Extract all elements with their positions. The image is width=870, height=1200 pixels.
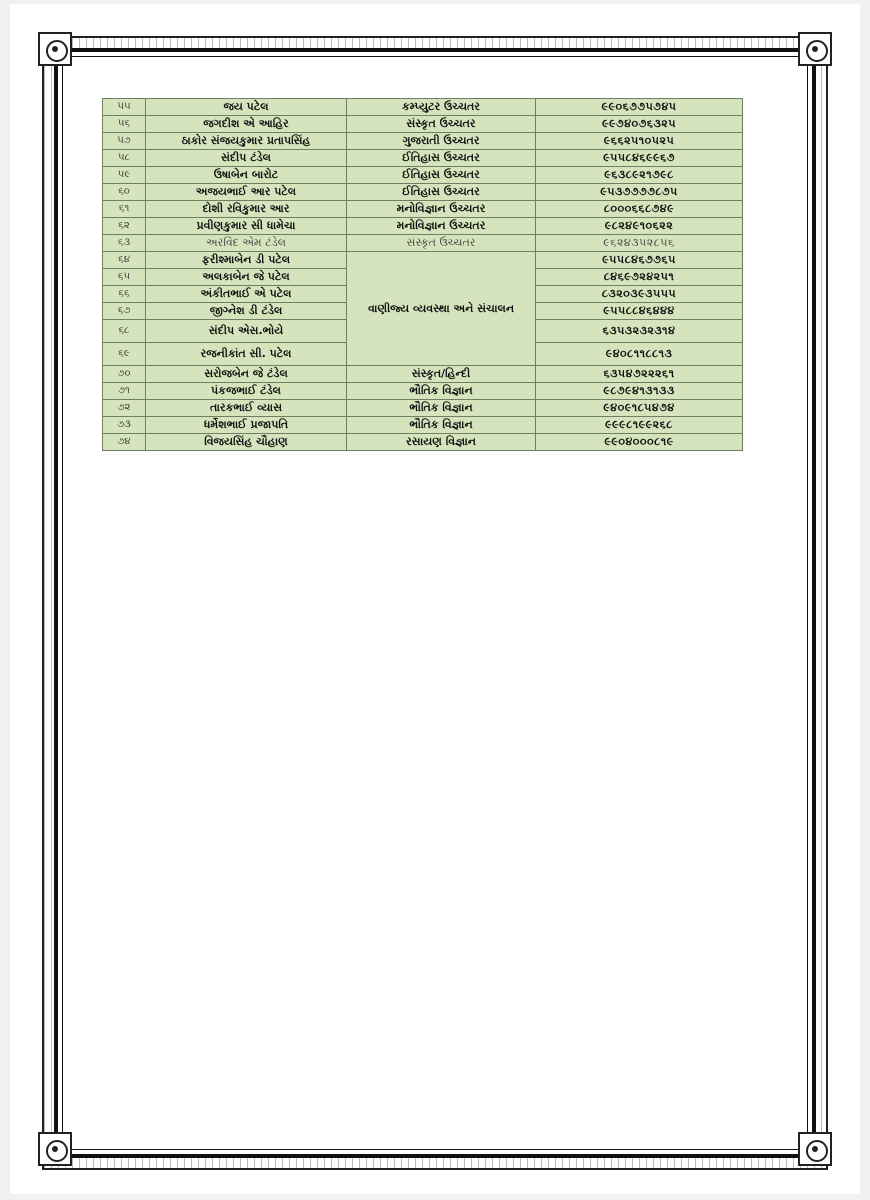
row-number: ૬૦	[103, 184, 146, 201]
subject: સંસ્કૃત ઉચ્ચતર	[347, 235, 536, 252]
table-row	[103, 434, 743, 451]
corner-ornament-icon	[38, 1132, 72, 1166]
phone-number: ૯૯૦૪૦૦૦૮૧૯	[536, 434, 743, 451]
row-number: ૬૭	[103, 303, 146, 320]
phone-number: ૮૩૨૦૩૯૩૫૫૫	[536, 286, 743, 303]
table-row	[103, 366, 743, 383]
teacher-name: સંદીપ એસ.ભોયે	[146, 320, 347, 343]
subject: ઈતિહાસ ઉચ્ચતર	[347, 167, 536, 184]
teacher-name: ધર્મેશભાઈ પ્રજાપતિ	[146, 417, 347, 434]
teacher-name: દોશી રવિકુમાર આર	[146, 201, 347, 218]
row-number: ૫૫	[103, 99, 146, 116]
phone-number: ૯૫૫૮૪૬૭૭૬૫	[536, 252, 743, 269]
table-row	[103, 383, 743, 400]
row-number: ૭૪	[103, 434, 146, 451]
row-number: ૫૭	[103, 133, 146, 150]
row-number: ૭૧	[103, 383, 146, 400]
table-row	[103, 184, 743, 201]
teacher-name: જગદીશ એ આહિર	[146, 116, 347, 133]
phone-number: ૯૯૯૮૧૯૯૨૬૮	[536, 417, 743, 434]
table-row	[103, 133, 743, 150]
teacher-name: પંકજભાઈ ટંડેલ	[146, 383, 347, 400]
corner-ornament-icon	[38, 32, 72, 66]
table-row	[103, 99, 743, 116]
subject: સંસ્કૃત ઉચ્ચતર	[347, 116, 536, 133]
phone-number: ૮૦૦૦૬૬૮૭૪૯	[536, 201, 743, 218]
phone-number: ૯૮૨૪૯૧૦૬૨૨	[536, 218, 743, 235]
table-row	[103, 218, 743, 235]
phone-number: ૯૯૦૬૭૭૫૭૪૫	[536, 99, 743, 116]
subject: ઈતિહાસ ઉચ્ચતર	[347, 184, 536, 201]
phone-number: ૯૯૭૪૦૭૬૩૨૫	[536, 116, 743, 133]
teacher-name: ફરીશ્માબેન ડી પટેલ	[146, 252, 347, 269]
teacher-name: ઉષાબેન બારોટ	[146, 167, 347, 184]
table-row	[103, 201, 743, 218]
corner-ornament-icon	[798, 1132, 832, 1166]
phone-number: ૯૫૩૭૭૭૭૮૭૫	[536, 184, 743, 201]
subject: ગુજરાતી ઉચ્ચતર	[347, 133, 536, 150]
teacher-name: તારકભાઈ વ્યાસ	[146, 400, 347, 417]
phone-number: ૬૩૫૩૨૩૨૩૧૪	[536, 320, 743, 343]
table-row	[103, 400, 743, 417]
table-row	[103, 417, 743, 434]
row-number: ૬૯	[103, 343, 146, 366]
teacher-name: અજયભાઈ આર પટેલ	[146, 184, 347, 201]
subject-merged: વાણીજ્ય વ્યવસ્થા અને સંચાલન	[347, 252, 536, 366]
row-number: ૬૧	[103, 201, 146, 218]
teacher-name: વિજયસિંહ ચૌહાણ	[146, 434, 347, 451]
table-row	[103, 116, 743, 133]
row-number: ૫૬	[103, 116, 146, 133]
teacher-name: અલકાબેન જે પટેલ	[146, 269, 347, 286]
roster-body	[103, 99, 743, 451]
table-row	[103, 150, 743, 167]
row-number: ૬૮	[103, 320, 146, 343]
teacher-name: અરવિંદ એમ ટંડેલ	[146, 235, 347, 252]
phone-number: ૯૬૩૮૯૨૧૭૯૮	[536, 167, 743, 184]
phone-number: ૬૩૫૪૭૨૨૨૬૧	[536, 366, 743, 383]
row-number: ૭૦	[103, 366, 146, 383]
subject: મનોવિજ્ઞાન ઉચ્ચતર	[347, 218, 536, 235]
teacher-name: રજનીકાંત સી. પટેલ	[146, 343, 347, 366]
row-number: ૬૬	[103, 286, 146, 303]
phone-number: ૯૪૦૯૧૮૫૪૭૪	[536, 400, 743, 417]
teacher-name: સરોજબેન જે ટંડેલ	[146, 366, 347, 383]
document-page	[10, 4, 860, 1194]
phone-number: ૮૪૬૯૭૨૪૨૫૧	[536, 269, 743, 286]
corner-ornament-icon	[798, 32, 832, 66]
phone-number: ૯૪૦૮૧૧૮૮૧૩	[536, 343, 743, 366]
subject: ભૌતિક વિજ્ઞાન	[347, 383, 536, 400]
teacher-name: જીગ્નેશ ડી ટંડેલ	[146, 303, 347, 320]
row-number: ૬૨	[103, 218, 146, 235]
subject: સંસ્કૃત/હિન્દી	[347, 366, 536, 383]
row-number: ૬૫	[103, 269, 146, 286]
teacher-name: જય પટેલ	[146, 99, 347, 116]
row-number: ૫૯	[103, 167, 146, 184]
row-number: ૫૮	[103, 150, 146, 167]
teacher-name: પ્રવીણકુમાર સી ધામેચા	[146, 218, 347, 235]
row-number: ૭૨	[103, 400, 146, 417]
teacher-roster-table	[102, 98, 743, 451]
subject: રસાયણ વિજ્ઞાન	[347, 434, 536, 451]
subject: ભૌતિક વિજ્ઞાન	[347, 417, 536, 434]
phone-number: ૯૬૨૪૩૫૨૮૫૬	[536, 235, 743, 252]
table-row	[103, 252, 743, 269]
subject: મનોવિજ્ઞાન ઉચ્ચતર	[347, 201, 536, 218]
subject: ભૌતિક વિજ્ઞાન	[347, 400, 536, 417]
row-number: ૬૪	[103, 252, 146, 269]
teacher-name: ઠાકોર સંજયકુમાર પ્રતાપસિંહ	[146, 133, 347, 150]
teacher-name: સંદીપ ટંડેલ	[146, 150, 347, 167]
phone-number: ૯૮૭૯૪૧૩૧૩૩	[536, 383, 743, 400]
phone-number: ૯૬૬૨૫૧૦૫૨૫	[536, 133, 743, 150]
table-row	[103, 235, 743, 252]
phone-number: ૯૫૫૮૪૬૯૯૬૭	[536, 150, 743, 167]
subject: કમ્પ્યુટર ઉચ્ચતર	[347, 99, 536, 116]
teacher-name: અંકીતભાઈ એ પટેલ	[146, 286, 347, 303]
table-row	[103, 167, 743, 184]
subject: ઈતિહાસ ઉચ્ચતર	[347, 150, 536, 167]
phone-number: ૯૫૫૮૮૪૬૪૪૪	[536, 303, 743, 320]
row-number: ૬૩	[103, 235, 146, 252]
row-number: ૭૩	[103, 417, 146, 434]
